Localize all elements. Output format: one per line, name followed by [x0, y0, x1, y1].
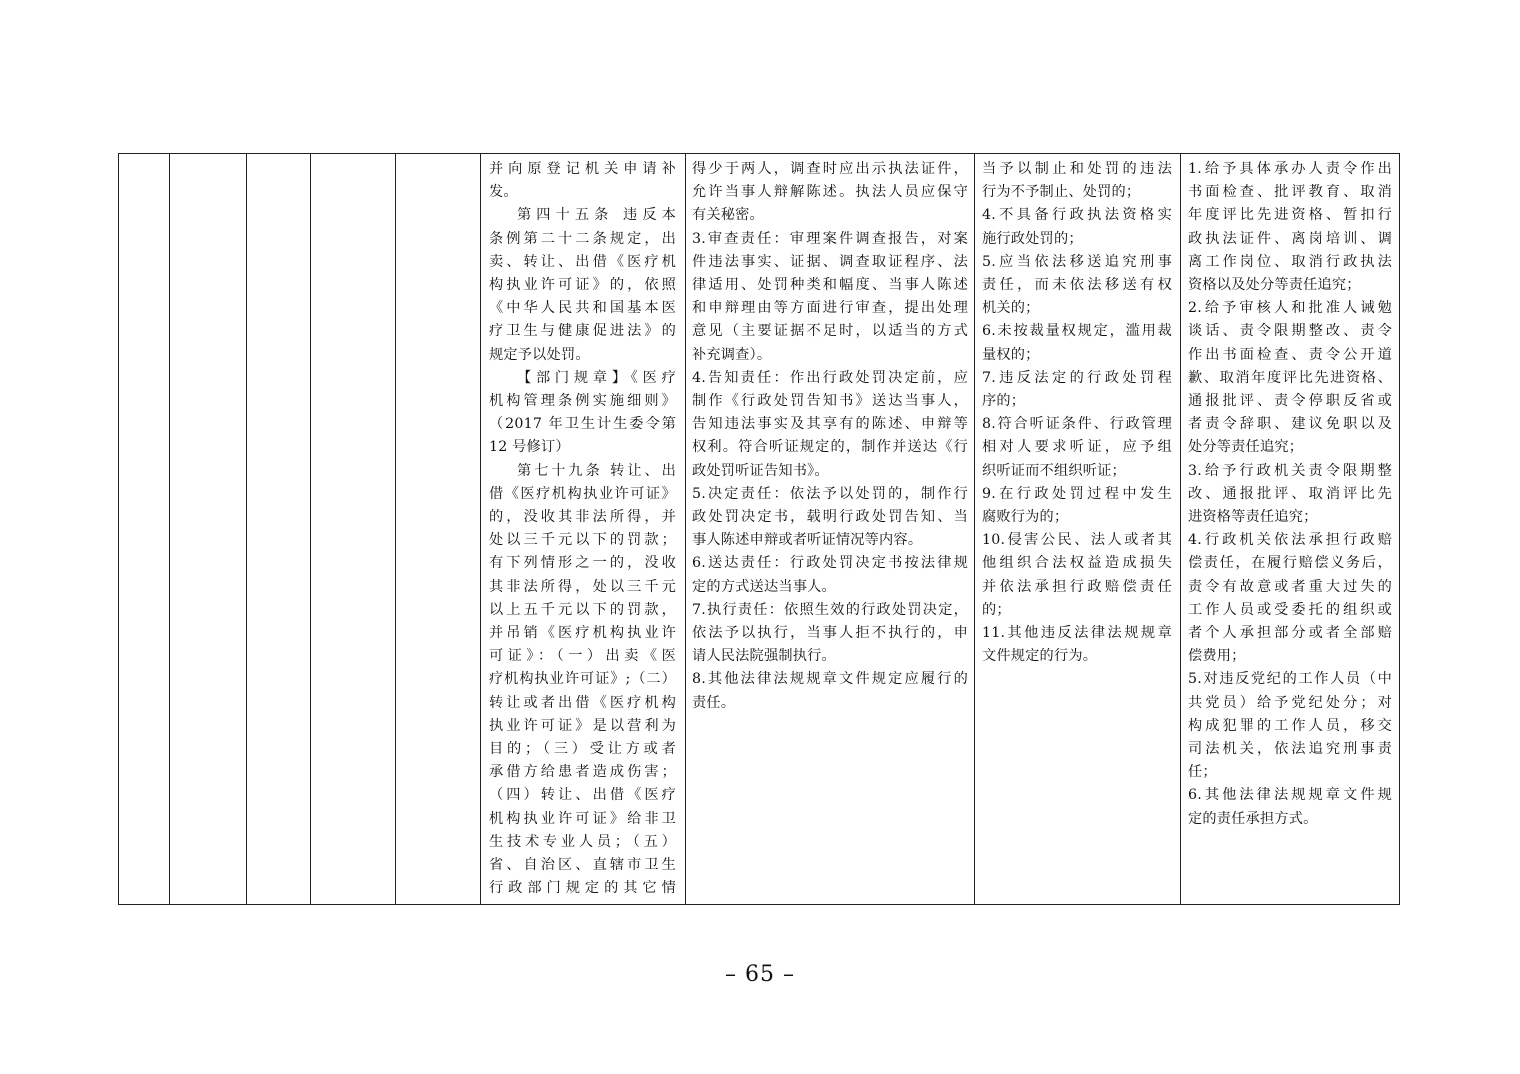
- text-line: 9.在行政处罚过程中发生: [982, 485, 1172, 502]
- text-line: 责令有故意或者重大过失的: [1188, 578, 1392, 595]
- text-line: 借《医疗机构执业许可证》: [489, 485, 676, 502]
- text-line: 歉、取消年度评比先进资格、: [1188, 369, 1392, 386]
- text-line: 并向原登记机关申请补: [489, 161, 676, 177]
- text-line: 4.行政机关依法承担行政赔: [1188, 532, 1392, 549]
- text-line: 2.给予审核人和批准人诫勉: [1188, 300, 1392, 317]
- column-divider: [1180, 154, 1181, 904]
- text-line: 6.未按裁量权规定，滥用裁: [982, 323, 1172, 340]
- text-line: 司法机关，依法追究刑事责: [1188, 741, 1392, 758]
- text-line: 10.侵害公民、法人或者其: [982, 532, 1172, 549]
- text-line: 7.违反法定的行政处罚程: [982, 369, 1172, 386]
- text-line: 第七十九条 转让、出: [517, 462, 676, 479]
- text-line: 政处罚决定书，载明行政处罚告知、当: [692, 509, 968, 526]
- text-line: 规定予以处罚。: [489, 346, 590, 363]
- text-line: 定的方式送达当事人。: [692, 578, 836, 595]
- column-divider: [685, 154, 686, 904]
- text-line: 疗机构执业许可证》;（二）: [489, 671, 676, 688]
- text-line: 处分等责任追究；: [1188, 439, 1304, 456]
- text-line: 8.其他法律法规规章文件规定应履行的: [692, 671, 968, 688]
- text-line: 1.给予具体承办人责令作出: [1188, 161, 1392, 177]
- text-line: 告知违法事实及其享有的陈述、申辩等: [692, 416, 968, 433]
- text-line: 承借方给患者造成伤害；: [489, 764, 676, 781]
- text-line: 政处罚听证告知书》。: [692, 462, 829, 479]
- text-line: 行为不予制止、处罚的；: [982, 184, 1141, 201]
- text-line: 织听证而不组织听证；: [982, 462, 1126, 479]
- text-line: 处以三千元以下的罚款；: [489, 532, 676, 549]
- text-line: 其非法所得，处以三千元: [489, 578, 676, 595]
- text-line: 政执法证件、离岗培训、调: [1188, 230, 1392, 247]
- text-line: 条例第二十二条规定，出: [489, 230, 676, 247]
- text-line: 文件规定的行为。: [982, 648, 1098, 665]
- text-line: 卖、转让、出借《医疗机: [489, 253, 676, 270]
- text-line: 权利。符合听证规定的，制作并送达《行: [692, 439, 968, 456]
- text-line: 行政部门规定的其它情: [489, 880, 676, 897]
- cell-accountability: [1188, 158, 1392, 904]
- text-line: 机构管理条例实施细则》: [489, 393, 676, 410]
- text-line: 序的；: [982, 393, 1026, 410]
- column-divider: [310, 154, 311, 904]
- text-line: 作出书面检查、责令公开道: [1188, 346, 1392, 363]
- text-line: 3.给予行政机关责令限期整: [1188, 462, 1392, 479]
- text-line: 允许当事人辩解陈述。执法人员应保守: [692, 184, 968, 201]
- text-line: 6.送达责任：行政处罚决定书按法律规: [692, 555, 968, 572]
- text-line: 4.不具备行政执法资格实: [982, 207, 1172, 224]
- text-line: 11.其他违反法律法规规章: [982, 625, 1172, 642]
- text-line: 施行政处罚的；: [982, 230, 1083, 247]
- text-line: 转让或者出借《医疗机构: [489, 694, 676, 711]
- text-line: 和申辩理由等方面进行审查，提出处理: [692, 300, 968, 317]
- text-line: 定的责任承担方式。: [1188, 810, 1318, 827]
- text-line: 机关的；: [982, 300, 1040, 317]
- column-divider: [395, 154, 396, 904]
- text-line: 《中华人民共和国基本医: [489, 300, 676, 317]
- text-line: 构成犯罪的工作人员，移交: [1188, 717, 1392, 734]
- text-line: 4.告知责任：作出行政处罚决定前，应: [692, 369, 968, 386]
- text-line: 腐败行为的；: [982, 509, 1069, 526]
- text-line: 5.应当依法移送追究刑事: [982, 253, 1172, 270]
- cell-violations: [982, 158, 1172, 904]
- cell-legal-basis: [489, 158, 676, 904]
- column-divider: [169, 154, 170, 904]
- text-line: 资格以及处分等责任追究；: [1188, 277, 1361, 294]
- text-line: （2017 年卫生计生委令第: [489, 416, 676, 433]
- text-line: 7.执行责任：依照生效的行政处罚决定，: [692, 601, 968, 618]
- text-line: 的；: [982, 601, 1011, 618]
- text-line: 构执业许可证》的，依照: [489, 277, 676, 294]
- column-divider: [480, 154, 481, 904]
- text-line: 离工作岗位、取消行政执法: [1188, 253, 1392, 270]
- text-line: 目的；（三）受让方或者: [489, 741, 676, 758]
- text-line: 年度评比先进资格、暂扣行: [1188, 207, 1392, 224]
- text-line: 工作人员或受委托的组织或: [1188, 601, 1392, 618]
- column-divider: [974, 154, 975, 904]
- text-line: 书面检查、批评教育、取消: [1188, 184, 1392, 201]
- text-line: 通报批评、责令停职反省或: [1188, 393, 1392, 410]
- text-line: 责任，而未依法移送有权: [982, 277, 1172, 294]
- text-line: 责任。: [692, 694, 736, 711]
- text-line: （四）转让、出借《医疗: [489, 787, 676, 804]
- text-line: 共党员）给予党纪处分；对: [1188, 694, 1392, 711]
- text-line: 8.符合听证条件、行政管理: [982, 416, 1172, 433]
- text-line: 并吊销《医疗机构执业许: [489, 625, 676, 642]
- text-line: 偿费用；: [1188, 648, 1246, 665]
- cell-responsibilities: [692, 158, 968, 904]
- text-line: 事人陈述申辩或者听证情况等内容。: [692, 532, 923, 549]
- text-line: 偿责任，在履行赔偿义务后，: [1188, 555, 1392, 572]
- text-line: 者责令辞职、建议免职以及: [1188, 416, 1392, 433]
- text-line: 第四十五条 违反本: [517, 207, 676, 224]
- text-line: 以上五千元以下的罚款，: [489, 601, 676, 618]
- text-line: 者个人承担部分或者全部赔: [1188, 625, 1392, 642]
- text-line: 得少于两人，调查时应出示执法证件，: [692, 161, 968, 177]
- text-line: 依法予以执行，当事人拒不执行的，申: [692, 625, 968, 642]
- text-line: 补充调查）。: [692, 346, 772, 363]
- text-line: 的，没收其非法所得，并: [489, 509, 676, 526]
- text-line: 律适用、处罚种类和幅度、当事人陈述: [692, 277, 968, 294]
- text-line: 【部门规章】《医疗: [517, 369, 676, 386]
- text-line: 执业许可证》是以营利为: [489, 717, 676, 734]
- text-line: 省、自治区、直辖市卫生: [489, 857, 676, 874]
- text-line: 疗卫生与健康促进法》的: [489, 323, 676, 340]
- text-line: 相对人要求听证，应予组: [982, 439, 1172, 456]
- text-line: 并依法承担行政赔偿责任: [982, 578, 1172, 595]
- text-line: 机构执业许可证》给非卫: [489, 810, 676, 827]
- text-line: 件违法事实、证据、调查取证程序、法: [692, 253, 968, 270]
- text-line: 5.对违反党纪的工作人员（中: [1188, 671, 1392, 688]
- column-divider: [246, 154, 247, 904]
- text-line: 5.决定责任：依法予以处罚的，制作行: [692, 485, 968, 502]
- text-line: 发。: [489, 184, 518, 201]
- text-line: 制作《行政处罚告知书》送达当事人，: [692, 393, 968, 410]
- text-line: 意见（主要证据不足时，以适当的方式: [692, 323, 968, 340]
- text-line: 可证》：（一）出卖《医: [489, 648, 676, 665]
- text-line: 当予以制止和处罚的违法: [982, 161, 1172, 177]
- text-line: 请人民法院强制执行。: [692, 648, 836, 665]
- page-number: – 65 –: [725, 962, 795, 987]
- text-line: 量权的；: [982, 346, 1040, 363]
- text-line: 有下列情形之一的，没收: [489, 555, 676, 572]
- text-line: 谈话、责令限期整改、责令: [1188, 323, 1392, 340]
- text-line: 3.审查责任：审理案件调查报告，对案: [692, 230, 968, 247]
- text-line: 改、通报批评、取消评比先: [1188, 485, 1392, 502]
- text-line: 任；: [1188, 764, 1217, 781]
- text-line: 6.其他法律法规规章文件规: [1188, 787, 1392, 804]
- text-line: 生技术专业人员；（五）: [489, 833, 676, 850]
- text-line: 进资格等责任追究；: [1188, 509, 1318, 526]
- text-line: 他组织合法权益造成损失: [982, 555, 1172, 572]
- content-table: [118, 153, 1400, 905]
- text-line: 有关秘密。: [692, 207, 764, 224]
- text-line: 12 号修订）: [489, 439, 570, 456]
